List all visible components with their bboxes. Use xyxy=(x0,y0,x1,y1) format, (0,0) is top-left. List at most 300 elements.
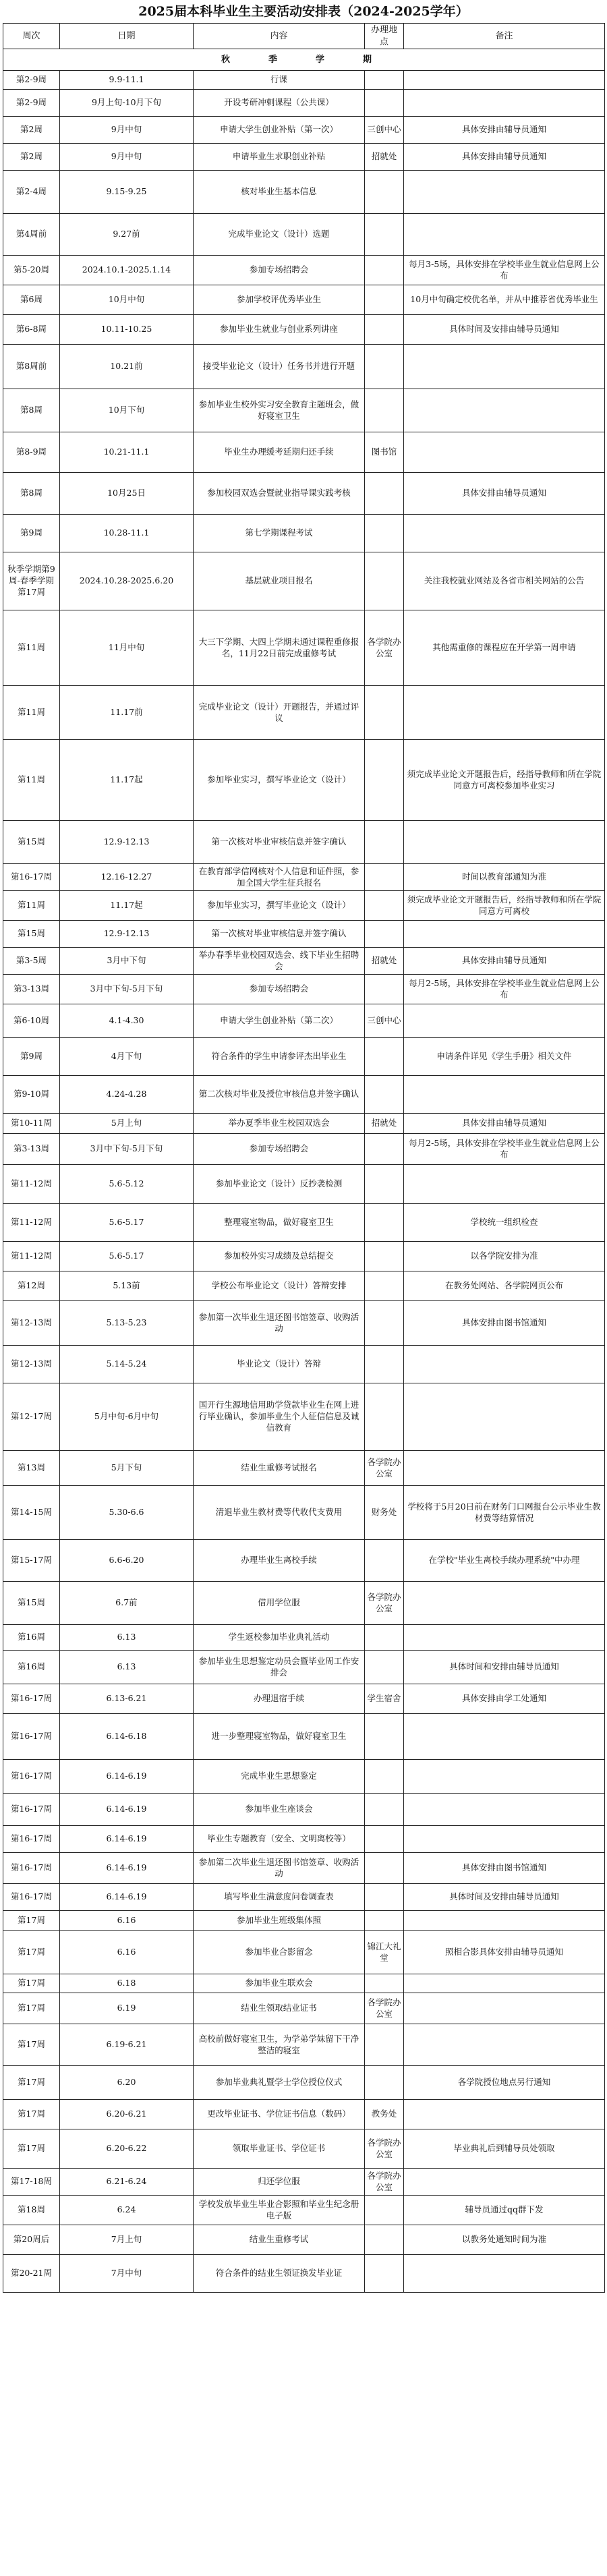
table-row xyxy=(3,1794,605,1826)
note-cell: 学校将于5月20日前在财务门口网报台公示毕业生教材费等结算情况 xyxy=(404,1486,605,1540)
week-cell: 第15周 xyxy=(3,921,60,948)
place-cell: 学生宿舍 xyxy=(365,1684,404,1714)
week-cell: 第11周 xyxy=(3,610,60,686)
note-cell xyxy=(404,1383,605,1451)
note-cell xyxy=(404,1993,605,2024)
note-cell: 关注我校就业网站及各省市相关网站的公告 xyxy=(404,552,605,610)
week-cell: 第15周 xyxy=(3,821,60,864)
content-cell: 参加毕业生就业与创业系列讲座 xyxy=(194,315,365,345)
week-cell: 第16-17周 xyxy=(3,1826,60,1853)
week-cell: 第13周 xyxy=(3,1451,60,1486)
week-cell: 第12周 xyxy=(3,1271,60,1301)
note-cell: 以教务处通知时间为准 xyxy=(404,2225,605,2255)
week-cell: 第2周 xyxy=(3,144,60,171)
week-cell: 第17周 xyxy=(3,1931,60,1974)
table-row xyxy=(3,1684,605,1714)
note-cell: 具体安排由辅导员通知 xyxy=(404,144,605,171)
table-row xyxy=(3,2255,605,2293)
week-cell: 第16-17周 xyxy=(3,1794,60,1826)
note-cell: 毕业典礼后到辅导员处领取 xyxy=(404,2129,605,2169)
table-row xyxy=(3,214,605,256)
note-cell xyxy=(404,1076,605,1114)
place-cell xyxy=(365,1911,404,1931)
place-cell xyxy=(365,345,404,389)
place-cell xyxy=(365,921,404,948)
week-cell: 第18周 xyxy=(3,2196,60,2225)
date-cell: 5.13-5.23 xyxy=(60,1301,194,1346)
date-cell: 12.16-12.27 xyxy=(60,864,194,891)
date-cell: 5.6-5.17 xyxy=(60,1204,194,1242)
week-cell: 第11-12周 xyxy=(3,1242,60,1271)
table-row xyxy=(3,1993,605,2024)
table-row xyxy=(3,821,605,864)
table-row xyxy=(3,1486,605,1540)
note-cell: 具体时间和安排由辅导员通知 xyxy=(404,1651,605,1684)
place-cell xyxy=(365,315,404,345)
week-cell: 第5-20周 xyxy=(3,256,60,285)
table-row xyxy=(3,2100,605,2129)
place-cell xyxy=(365,2024,404,2066)
date-cell: 9月中旬 xyxy=(60,144,194,171)
content-cell: 填写毕业生满意度问卷调查表 xyxy=(194,1884,365,1911)
week-cell: 第16-17周 xyxy=(3,864,60,891)
table-row xyxy=(3,2129,605,2169)
note-cell xyxy=(404,345,605,389)
note-cell: 以各学院安排为准 xyxy=(404,1242,605,1271)
place-cell xyxy=(365,1826,404,1853)
header-week: 周次 xyxy=(3,24,60,49)
note-cell xyxy=(404,1165,605,1204)
content-cell: 完成毕业论文（设计）选题 xyxy=(194,214,365,256)
date-cell: 10月下旬 xyxy=(60,389,194,432)
date-cell: 6.13 xyxy=(60,1651,194,1684)
place-cell xyxy=(365,1540,404,1582)
table-row xyxy=(3,1242,605,1271)
place-cell xyxy=(365,1165,404,1204)
content-cell: 基层就业项目报名 xyxy=(194,552,365,610)
week-cell: 第2-9周 xyxy=(3,71,60,90)
week-cell: 第4周前 xyxy=(3,214,60,256)
note-cell: 具体安排由辅导员通知 xyxy=(404,117,605,144)
content-cell: 申请大学生创业补贴（第二次） xyxy=(194,1004,365,1038)
content-cell: 参加第二次毕业生退还图书馆签章、收购活动 xyxy=(194,1853,365,1884)
date-cell: 5月下旬 xyxy=(60,1451,194,1486)
week-cell: 第20-21周 xyxy=(3,2255,60,2293)
place-cell: 各学院办公室 xyxy=(365,1582,404,1625)
table-row xyxy=(3,1931,605,1974)
content-cell: 参加毕业典礼暨学士学位授位仪式 xyxy=(194,2066,365,2100)
note-cell: 具体安排由图书馆通知 xyxy=(404,1853,605,1884)
place-cell: 财务处 xyxy=(365,1486,404,1540)
place-cell xyxy=(365,1760,404,1794)
date-cell: 6.14-6.19 xyxy=(60,1826,194,1853)
table-row xyxy=(3,552,605,610)
content-cell: 第二次核对毕业及授位审核信息并签字确认 xyxy=(194,1076,365,1114)
place-cell xyxy=(365,1974,404,1993)
note-cell: 每月2-5场，具体安排在学校毕业生就业信息网上公布 xyxy=(404,975,605,1004)
content-cell: 接受毕业论文（设计）任务书并进行开题 xyxy=(194,345,365,389)
content-cell: 高校前做好寝室卫生，为学弟学妹留下干净整洁的寝室 xyxy=(194,2024,365,2066)
note-cell xyxy=(404,1625,605,1651)
table-row xyxy=(3,740,605,821)
date-cell: 7月上旬 xyxy=(60,2225,194,2255)
table-row xyxy=(3,1974,605,1993)
place-cell xyxy=(365,686,404,740)
week-cell: 第10-11周 xyxy=(3,1114,60,1134)
place-cell xyxy=(365,740,404,821)
content-cell: 毕业生办理缓考延期归还手续 xyxy=(194,432,365,473)
date-cell: 10.21-11.1 xyxy=(60,432,194,473)
content-cell: 完成毕业论文（设计）开题报告，并通过评议 xyxy=(194,686,365,740)
content-cell: 参加毕业生座谈会 xyxy=(194,1794,365,1826)
content-cell: 申请大学生创业补贴（第一次） xyxy=(194,117,365,144)
date-cell: 5.6-5.12 xyxy=(60,1165,194,1204)
content-cell: 参加毕业论文（设计）反抄袭检测 xyxy=(194,1165,365,1204)
table-row xyxy=(3,432,605,473)
place-cell xyxy=(365,1076,404,1114)
note-cell: 具体安排由图书馆通知 xyxy=(404,1301,605,1346)
place-cell xyxy=(365,891,404,921)
date-cell: 3月中下旬-5月下旬 xyxy=(60,975,194,1004)
place-cell: 各学院办公室 xyxy=(365,1993,404,2024)
date-cell: 9月上旬-10月下旬 xyxy=(60,90,194,117)
note-cell: 各学院授位地点另行通知 xyxy=(404,2066,605,2100)
content-cell: 参加毕业生思想鉴定动员会暨毕业周工作安排会 xyxy=(194,1651,365,1684)
week-cell: 第16-17周 xyxy=(3,1714,60,1760)
note-cell xyxy=(404,1346,605,1383)
date-cell: 10.11-10.25 xyxy=(60,315,194,345)
week-cell: 第6-10周 xyxy=(3,1004,60,1038)
place-cell xyxy=(365,389,404,432)
date-cell: 6.19-6.21 xyxy=(60,2024,194,2066)
place-cell xyxy=(365,1383,404,1451)
note-cell xyxy=(404,71,605,90)
date-cell: 2024.10.1-2025.1.14 xyxy=(60,256,194,285)
note-cell xyxy=(404,2024,605,2066)
content-cell: 归还学位服 xyxy=(194,2169,365,2196)
content-cell: 学校发放毕业生毕业合影照和毕业生纪念册电子版 xyxy=(194,2196,365,2225)
note-cell xyxy=(404,2100,605,2129)
place-cell xyxy=(365,1204,404,1242)
place-cell: 教务处 xyxy=(365,2100,404,2129)
note-cell: 每月2-5场，具体安排在学校毕业生就业信息网上公布 xyxy=(404,1134,605,1165)
week-cell: 第11周 xyxy=(3,891,60,921)
note-cell xyxy=(404,1760,605,1794)
table-row xyxy=(3,117,605,144)
table-row xyxy=(3,144,605,171)
place-cell xyxy=(365,552,404,610)
week-cell: 第17周 xyxy=(3,1974,60,1993)
place-cell xyxy=(365,1346,404,1383)
place-cell xyxy=(365,1134,404,1165)
week-cell: 第6-8周 xyxy=(3,315,60,345)
table-row xyxy=(3,1540,605,1582)
content-cell: 国开行生源地信用助学贷款毕业生在网上进行毕业确认，参加毕业生个人征信信息及诚信教育 xyxy=(194,1383,365,1451)
content-cell: 行课 xyxy=(194,71,365,90)
week-cell: 第12-13周 xyxy=(3,1301,60,1346)
date-cell: 9.15-9.25 xyxy=(60,171,194,214)
content-cell: 进一步整理寝室物品，做好寝室卫生 xyxy=(194,1714,365,1760)
date-cell: 6.14-6.19 xyxy=(60,1794,194,1826)
table-row xyxy=(3,171,605,214)
table-row xyxy=(3,2196,605,2225)
table-row xyxy=(3,1301,605,1346)
content-cell: 毕业论文（设计）答辩 xyxy=(194,1346,365,1383)
week-cell: 第16-17周 xyxy=(3,1684,60,1714)
content-cell: 核对毕业生基本信息 xyxy=(194,171,365,214)
date-cell: 5月上旬 xyxy=(60,1114,194,1134)
table-row xyxy=(3,515,605,552)
content-cell: 第一次核对毕业审核信息并签字确认 xyxy=(194,921,365,948)
week-cell: 第8周 xyxy=(3,473,60,515)
table-row xyxy=(3,948,605,975)
date-cell: 3月中下旬-5月下旬 xyxy=(60,1134,194,1165)
note-cell xyxy=(404,515,605,552)
place-cell xyxy=(365,473,404,515)
note-cell xyxy=(404,2169,605,2196)
content-cell: 借用学位服 xyxy=(194,1582,365,1625)
week-cell: 第15-17周 xyxy=(3,1540,60,1582)
content-cell: 举办春季毕业校园双选会、线下毕业生招聘会 xyxy=(194,948,365,975)
content-cell: 清退毕业生教材费等代收代支费用 xyxy=(194,1486,365,1540)
note-cell: 每月3-5场，具体安排在学校毕业生就业信息网上公布 xyxy=(404,256,605,285)
header-place: 办理地点 xyxy=(365,24,404,49)
place-cell xyxy=(365,256,404,285)
date-cell: 9月中旬 xyxy=(60,117,194,144)
place-cell: 招就处 xyxy=(365,1114,404,1134)
note-cell: 在学校"毕业生离校手续办理系统"中办理 xyxy=(404,1540,605,1582)
content-cell: 学生返校参加毕业典礼活动 xyxy=(194,1625,365,1651)
place-cell xyxy=(365,1271,404,1301)
place-cell xyxy=(365,71,404,90)
table-row xyxy=(3,1760,605,1794)
note-cell xyxy=(404,389,605,432)
week-cell: 第3-5周 xyxy=(3,948,60,975)
table-row xyxy=(3,90,605,117)
date-cell: 5.13前 xyxy=(60,1271,194,1301)
header-date: 日期 xyxy=(60,24,194,49)
place-cell: 各学院办公室 xyxy=(365,2169,404,2196)
table-row xyxy=(3,1165,605,1204)
note-cell xyxy=(404,686,605,740)
week-cell: 第6周 xyxy=(3,285,60,315)
date-cell: 4.1-4.30 xyxy=(60,1004,194,1038)
table-row xyxy=(3,1911,605,1931)
note-cell: 申请条件详见《学生手册》相关文件 xyxy=(404,1038,605,1076)
note-cell: 时间以教育部通知为准 xyxy=(404,864,605,891)
week-cell: 第11周 xyxy=(3,686,60,740)
week-cell: 第2周 xyxy=(3,117,60,144)
place-cell: 招就处 xyxy=(365,144,404,171)
content-cell: 参加毕业生联欢会 xyxy=(194,1974,365,1993)
table-row xyxy=(3,2169,605,2196)
week-cell: 第17周 xyxy=(3,2100,60,2129)
date-cell: 7月中旬 xyxy=(60,2255,194,2293)
place-cell xyxy=(365,515,404,552)
week-cell: 第17-18周 xyxy=(3,2169,60,2196)
note-cell xyxy=(404,1004,605,1038)
week-cell: 第8周前 xyxy=(3,345,60,389)
table-row xyxy=(3,2066,605,2100)
schedule-table xyxy=(3,23,605,2293)
week-cell: 第17周 xyxy=(3,2066,60,2100)
place-cell xyxy=(365,2225,404,2255)
date-cell: 5.30-6.6 xyxy=(60,1486,194,1540)
week-cell: 第3-13周 xyxy=(3,975,60,1004)
note-cell: 具体安排由辅导员通知 xyxy=(404,473,605,515)
term-row xyxy=(3,49,605,71)
header-content: 内容 xyxy=(194,24,365,49)
content-cell: 结业生重修考试报名 xyxy=(194,1451,365,1486)
table-row xyxy=(3,864,605,891)
content-cell: 开设考研冲刺课程（公共课） xyxy=(194,90,365,117)
place-cell xyxy=(365,285,404,315)
week-cell: 第17周 xyxy=(3,2129,60,2169)
place-cell xyxy=(365,821,404,864)
table-row xyxy=(3,1114,605,1134)
content-cell: 参加毕业合影留念 xyxy=(194,1931,365,1974)
note-cell xyxy=(404,432,605,473)
date-cell: 4月下旬 xyxy=(60,1038,194,1076)
place-cell: 各学院办公室 xyxy=(365,1451,404,1486)
table-row xyxy=(3,610,605,686)
content-cell: 在教育部学信网核对个人信息和证件照，参加全国大学生征兵报名 xyxy=(194,864,365,891)
table-row xyxy=(3,1271,605,1301)
week-cell: 第16-17周 xyxy=(3,1884,60,1911)
date-cell: 10.28-11.1 xyxy=(60,515,194,552)
date-cell: 6.18 xyxy=(60,1974,194,1993)
table-row xyxy=(3,891,605,921)
week-cell: 第12-13周 xyxy=(3,1346,60,1383)
date-cell: 6.20-6.22 xyxy=(60,2129,194,2169)
week-cell: 第9周 xyxy=(3,515,60,552)
date-cell: 6.20 xyxy=(60,2066,194,2100)
place-cell xyxy=(365,1242,404,1271)
table-row xyxy=(3,1582,605,1625)
table-row xyxy=(3,473,605,515)
note-cell: 在教务处网站、各学院网页公布 xyxy=(404,1271,605,1301)
place-cell: 图书馆 xyxy=(365,432,404,473)
content-cell: 大三下学期、大四上学期未通过课程重修报名，11月22日前完成重修考试 xyxy=(194,610,365,686)
date-cell: 10月25日 xyxy=(60,473,194,515)
note-cell xyxy=(404,821,605,864)
content-cell: 办理退宿手续 xyxy=(194,1684,365,1714)
week-cell: 第8周 xyxy=(3,389,60,432)
week-cell: 第2-9周 xyxy=(3,90,60,117)
content-cell: 参加专场招聘会 xyxy=(194,1134,365,1165)
content-cell: 第七学期课程考试 xyxy=(194,515,365,552)
week-cell: 第16周 xyxy=(3,1625,60,1651)
week-cell: 第3-13周 xyxy=(3,1134,60,1165)
date-cell: 11.17前 xyxy=(60,686,194,740)
table-row xyxy=(3,256,605,285)
date-cell: 11月中旬 xyxy=(60,610,194,686)
date-cell: 6.16 xyxy=(60,1931,194,1974)
note-cell: 具体安排由辅导员通知 xyxy=(404,948,605,975)
note-cell xyxy=(404,1826,605,1853)
place-cell xyxy=(365,2066,404,2100)
table-row xyxy=(3,1853,605,1884)
week-cell: 第17周 xyxy=(3,2024,60,2066)
date-cell: 5.14-5.24 xyxy=(60,1346,194,1383)
date-cell: 9.9-11.1 xyxy=(60,71,194,90)
note-cell: 具体时间及安排由辅导员通知 xyxy=(404,1884,605,1911)
table-row xyxy=(3,975,605,1004)
table-row xyxy=(3,1346,605,1383)
content-cell: 参加毕业生班级集体照 xyxy=(194,1911,365,1931)
date-cell: 10月中旬 xyxy=(60,285,194,315)
content-cell: 参加毕业实习，撰写毕业论文（设计） xyxy=(194,891,365,921)
header-note: 备注 xyxy=(404,24,605,49)
content-cell: 符合条件的学生申请参评杰出毕业生 xyxy=(194,1038,365,1076)
table-row xyxy=(3,1038,605,1076)
note-cell xyxy=(404,1714,605,1760)
content-cell: 结业生领取结业证书 xyxy=(194,1993,365,2024)
note-cell: 照相合影具体安排由辅导员通知 xyxy=(404,1931,605,1974)
place-cell xyxy=(365,1038,404,1076)
content-cell: 参加毕业实习，撰写毕业论文（设计） xyxy=(194,740,365,821)
place-cell xyxy=(365,975,404,1004)
date-cell: 6.13 xyxy=(60,1625,194,1651)
table-row xyxy=(3,1076,605,1114)
note-cell xyxy=(404,2255,605,2293)
week-cell: 秋季学期第9周-春季学期第17周 xyxy=(3,552,60,610)
date-cell: 6.16 xyxy=(60,1911,194,1931)
place-cell: 锦江大礼堂 xyxy=(365,1931,404,1974)
date-cell: 5.6-5.17 xyxy=(60,1242,194,1271)
note-cell xyxy=(404,921,605,948)
note-cell xyxy=(404,171,605,214)
date-cell: 6.21-6.24 xyxy=(60,2169,194,2196)
place-cell: 各学院办公室 xyxy=(365,2129,404,2169)
note-cell: 须完成毕业论文开题报告后，经指导教师和所在学院同意方可离校 xyxy=(404,891,605,921)
note-cell: 辅导员通过qq群下发 xyxy=(404,2196,605,2225)
content-cell: 参加专场招聘会 xyxy=(194,975,365,1004)
date-cell: 6.13-6.21 xyxy=(60,1684,194,1714)
place-cell xyxy=(365,1884,404,1911)
note-cell: 学校统一组织检查 xyxy=(404,1204,605,1242)
content-cell: 学校公布毕业论文（设计）答辩安排 xyxy=(194,1271,365,1301)
date-cell: 11.17起 xyxy=(60,740,194,821)
note-cell: 具体安排由辅导员通知 xyxy=(404,1114,605,1134)
note-cell xyxy=(404,1911,605,1931)
date-cell: 6.19 xyxy=(60,1993,194,2024)
schedule-rows xyxy=(3,71,605,2293)
table-row xyxy=(3,1884,605,1911)
table-row xyxy=(3,2024,605,2066)
note-cell xyxy=(404,90,605,117)
header-row xyxy=(3,24,605,49)
note-cell: 10月中旬确定校优名单，并从中推荐省优秀毕业生 xyxy=(404,285,605,315)
week-cell: 第8-9周 xyxy=(3,432,60,473)
date-cell: 6.7前 xyxy=(60,1582,194,1625)
week-cell: 第11周 xyxy=(3,740,60,821)
table-row xyxy=(3,1004,605,1038)
content-cell: 完成毕业生思想鉴定 xyxy=(194,1760,365,1794)
content-cell: 领取毕业证书、学位证书 xyxy=(194,2129,365,2169)
content-cell: 申请毕业生求职创业补贴 xyxy=(194,144,365,171)
table-row xyxy=(3,1134,605,1165)
date-cell: 10.21前 xyxy=(60,345,194,389)
place-cell xyxy=(365,214,404,256)
week-cell: 第16-17周 xyxy=(3,1760,60,1794)
table-row xyxy=(3,1451,605,1486)
place-cell: 招就处 xyxy=(365,948,404,975)
week-cell: 第16周 xyxy=(3,1651,60,1684)
table-row xyxy=(3,1651,605,1684)
place-cell xyxy=(365,1794,404,1826)
date-cell: 6.20-6.21 xyxy=(60,2100,194,2129)
